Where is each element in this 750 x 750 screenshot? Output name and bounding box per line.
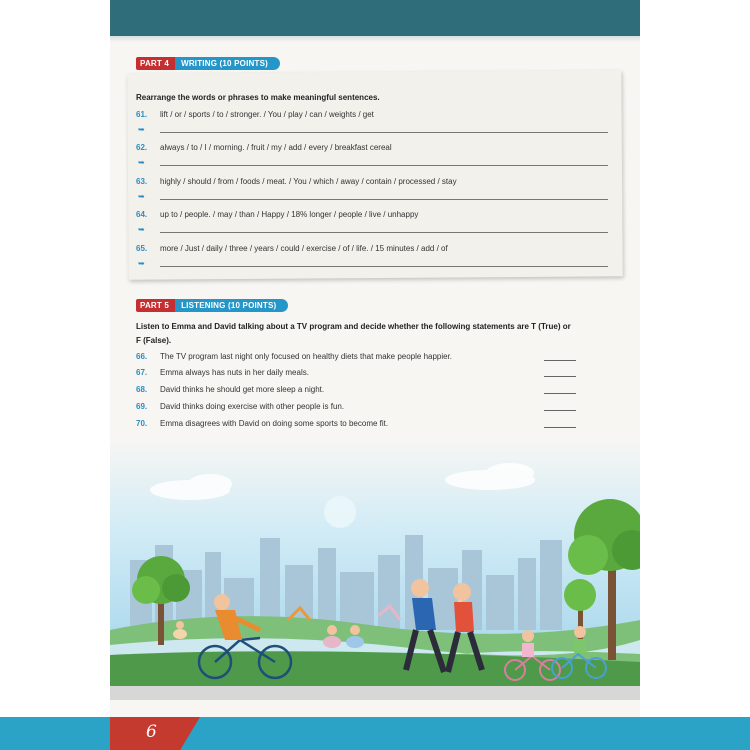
answer-line[interactable] xyxy=(160,132,608,133)
statement-number: 68. xyxy=(136,385,148,394)
answer-line[interactable] xyxy=(160,165,608,166)
question-words: always / to / I / morning. / fruit / my / add / every / breakfast cereal xyxy=(160,143,392,152)
question-number: 61. xyxy=(136,110,148,119)
worksheet-page xyxy=(110,0,640,750)
part4-title: WRITING (10 POINTS) xyxy=(175,57,280,70)
part5-title: LISTENING (10 POINTS) xyxy=(175,299,288,312)
statement-number: 66. xyxy=(136,352,148,361)
answer-blank[interactable] xyxy=(544,427,576,428)
park-exercise-illustration xyxy=(110,440,640,686)
answer-arrow-icon: ➥ xyxy=(138,259,145,268)
statement-text: David thinks doing exercise with other people is fun. xyxy=(160,402,345,411)
answer-line[interactable] xyxy=(160,199,608,200)
statement-row xyxy=(136,368,578,384)
question-words: more / Just / daily / three / years / could / exercise / of / life. / 15 minutes / add / of xyxy=(160,244,448,253)
question-row xyxy=(136,244,606,274)
statement-number: 67. xyxy=(136,368,148,377)
answer-arrow-icon: ➥ xyxy=(138,225,145,234)
question-number: 65. xyxy=(136,244,148,253)
statement-number: 69. xyxy=(136,402,148,411)
question-words: up to / people. / may / than / Happy / 18% longer / people / live / unhappy xyxy=(160,210,419,219)
question-words: lift / or / sports / to / stronger. / You / play / can / weights / get xyxy=(160,110,374,119)
statement-row xyxy=(136,402,578,418)
sun-icon xyxy=(324,496,356,528)
part5-instruction: Listen to Emma and David talking about a TV program and decide whether the following statements are T (True) or F (False). xyxy=(136,322,571,345)
statement-text: David thinks he should get more sleep a night. xyxy=(160,385,325,394)
statement-text: The TV program last night only focused on healthy diets that make people happier. xyxy=(160,352,453,361)
statement-row xyxy=(136,352,578,368)
answer-blank[interactable] xyxy=(544,410,576,411)
question-row xyxy=(136,177,606,207)
question-number: 63. xyxy=(136,177,148,186)
answer-arrow-icon: ➥ xyxy=(138,192,145,201)
answer-blank[interactable] xyxy=(544,376,576,377)
question-row xyxy=(136,210,606,240)
statement-row xyxy=(136,385,578,401)
part4-header xyxy=(136,57,280,70)
answer-line[interactable] xyxy=(160,232,608,233)
question-row xyxy=(136,110,606,140)
question-number: 62. xyxy=(136,143,148,152)
question-row xyxy=(136,143,606,173)
part4-number: PART 4 xyxy=(136,57,175,70)
answer-blank[interactable] xyxy=(544,360,576,361)
statement-text: Emma disagrees with David on doing some sports to become fit. xyxy=(160,419,389,428)
question-words: highly / should / from / foods / meat. / You / which / away / contain / processed / stay xyxy=(160,177,457,186)
part5-number: PART 5 xyxy=(136,299,175,312)
top-banner xyxy=(110,0,640,36)
statement-row xyxy=(136,419,578,435)
scene-base-bar xyxy=(110,686,640,700)
answer-arrow-icon: ➥ xyxy=(138,158,145,167)
answer-blank[interactable] xyxy=(544,393,576,394)
statement-text: Emma always has nuts in her daily meals. xyxy=(160,368,309,377)
part5-header xyxy=(136,299,288,312)
answer-arrow-icon: ➥ xyxy=(138,125,145,134)
page-number: 6 xyxy=(146,722,157,742)
part4-instruction: Rearrange the words or phrases to make meaningful sentences. xyxy=(136,93,380,102)
statement-number: 70. xyxy=(136,419,148,428)
question-number: 64. xyxy=(136,210,148,219)
answer-line[interactable] xyxy=(160,266,608,267)
